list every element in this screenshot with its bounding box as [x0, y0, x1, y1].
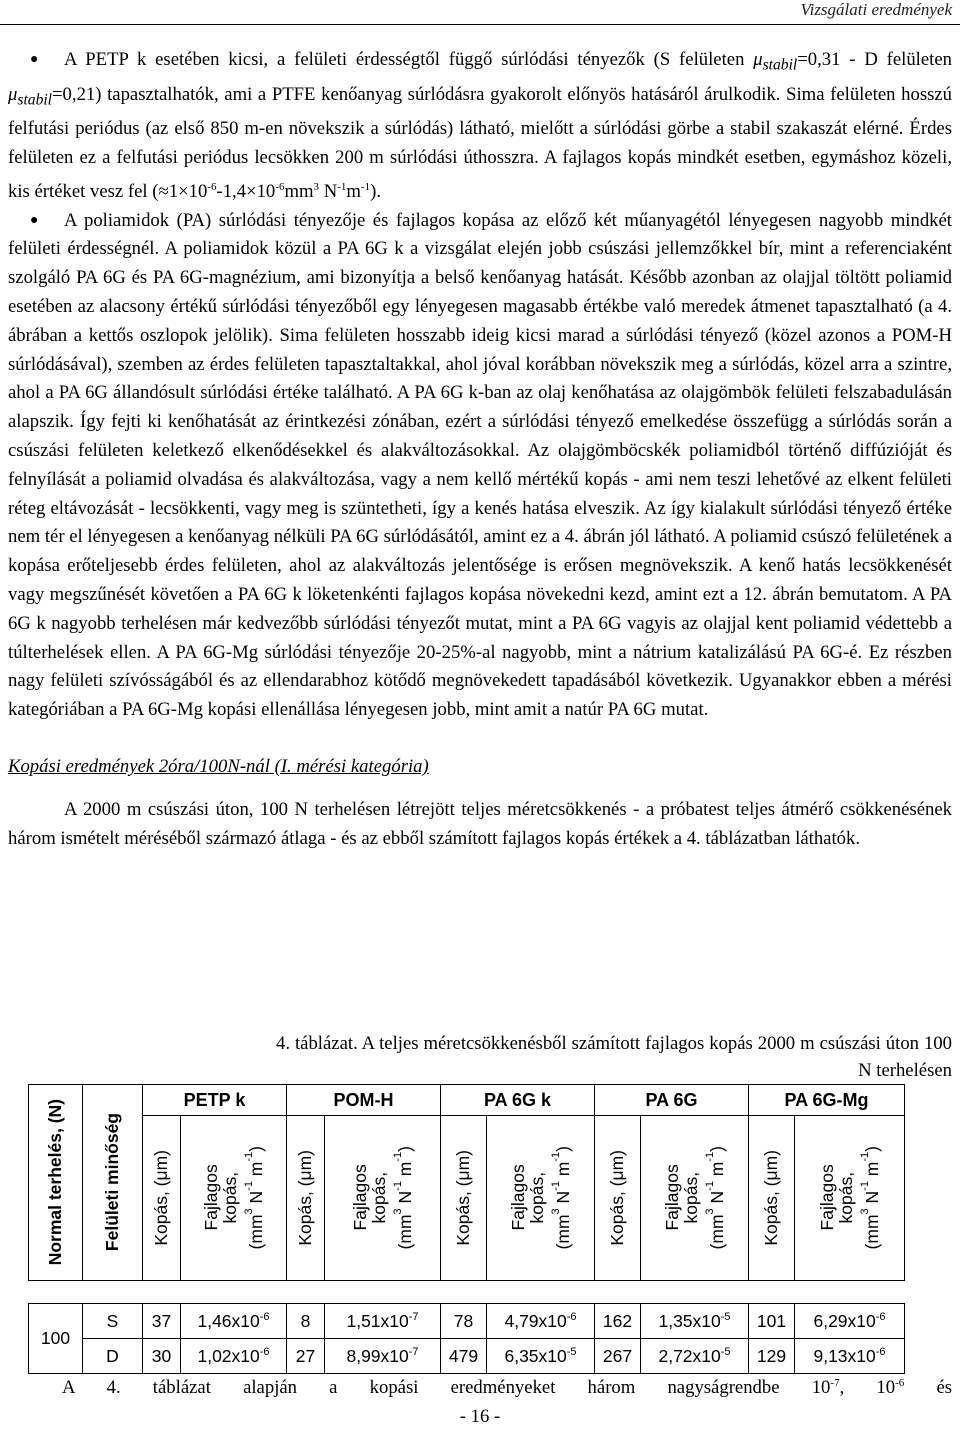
- wear-cell: 30: [143, 1339, 181, 1374]
- load-value: 100: [29, 1304, 83, 1374]
- header-load: Normal terhelés, (N): [29, 1085, 83, 1281]
- text-span: m: [346, 180, 361, 202]
- wear-table: [28, 1084, 905, 1374]
- specific-cell: $2,72x10^{-5}$: [641, 1339, 749, 1374]
- specific-cell: $1,46x10^{-6}$: [181, 1304, 287, 1339]
- specific-cell: $6,35x10^{-5}$: [487, 1339, 595, 1374]
- material-header: POM-H: [287, 1085, 441, 1116]
- header-surface: Felületi minőség: [83, 1085, 143, 1281]
- bullet-item-polyamide: [8, 207, 952, 725]
- wear-cell: 27: [287, 1339, 325, 1374]
- specific-cell: $8,99x10^{-7}$: [325, 1339, 441, 1374]
- material-header: PA 6G: [595, 1085, 749, 1116]
- header-rule: [0, 24, 960, 25]
- specific-cell: $1,51x10^{-7}$: [325, 1304, 441, 1339]
- wear-cell: 162: [595, 1304, 641, 1339]
- col-specific: Fajlagos kopás, ($mm^3$ $N^{-1}$ $m^{-1}$): [181, 1116, 287, 1281]
- text-span: N: [319, 180, 338, 202]
- material-header: PETP k: [143, 1085, 287, 1116]
- page-number: - 16 -: [459, 1406, 501, 1427]
- col-wear: Kopás, (μm): [287, 1116, 325, 1281]
- text-span: -1,4×10: [216, 180, 276, 202]
- mu-symbol: μ: [8, 83, 18, 105]
- superscript: 3: [313, 180, 320, 193]
- wear-cell: 479: [441, 1339, 487, 1374]
- specific-cell: $1,35x10^{-5}$: [641, 1304, 749, 1339]
- specific-cell: $4,79x10^{-6}$: [487, 1304, 595, 1339]
- surface-cell: D: [83, 1339, 143, 1374]
- after-table-text: A 4. táblázat alapján a kopási eredményeket három nagyságrendbe $10^{-7}$, $10^{-6}$ és: [62, 1377, 953, 1399]
- subscript: stabil: [17, 91, 53, 109]
- col-specific: Fajlagos kopás, ($mm^3$ $N^{-1}$ $m^{-1}$): [641, 1116, 749, 1281]
- superscript: -1: [337, 180, 347, 193]
- text-span: =0,31 - D felületen: [797, 49, 952, 70]
- col-wear: Kopás, (μm): [595, 1116, 641, 1281]
- col-specific: Fajlagos kopás, ($mm^3$ $N^{-1}$ $m^{-1}$): [487, 1116, 595, 1281]
- material-header: PA 6G k: [441, 1085, 595, 1116]
- wear-cell: 37: [143, 1304, 181, 1339]
- section-title: Kopási eredmények 2óra/100N-nál (I. mérési kategória): [8, 756, 429, 778]
- wear-cell: 267: [595, 1339, 641, 1374]
- specific-cell: $1,02x10^{-6}$: [181, 1339, 287, 1374]
- table-caption: 4. táblázat. A teljes méretcsökkenésből számított fajlagos kopás 2000 m csúszási úton 100 N terhelésen: [276, 1033, 952, 1081]
- col-specific: Fajlagos kopás, ($mm^3$ $N^{-1}$ $m^{-1}$): [795, 1116, 905, 1281]
- body-text: [8, 46, 952, 853]
- col-wear: Kopás, (μm): [441, 1116, 487, 1281]
- material-header: PA 6G-Mg: [749, 1085, 905, 1116]
- surface-cell: S: [83, 1304, 143, 1339]
- text-span: A PETP k esetében kicsi, a felületi érdességtől függő súrlódási tényezők (S felületen: [64, 49, 754, 70]
- subscript: stabil: [762, 56, 798, 74]
- text-span: A poliamidok (PA) súrlódási tényezője és fajlagos kopása az előző két műanyagétól lényegesen nagyobb mindkét felületi érdességnél. A poliamidok közül a PA 6G k a vizsgálat elején jobb csúszási jellemzőkkel bír, mint a referenciaként szolgáló PA 6G és PA 6G-magnézium, ami bizonyítja a belső kenőanyag hatását. Később azonban az olajjal töltött poliamid esetében az alacsony értékű súrlódási tényezőből egy lényegesen magasabb értékbe való meredek átmenet tapasztalható (a 4. ábrában a kettős oszlopok jelölik). Sima felületen hosszabb ideig kicsi marad a súrlódási tényező (közel azonos a POM-H súrlódásával), szemben az érdes felületen tapasztaltakkal, ahol jóval korábban növekszik meg a súrlódás, közel arra a szintre, ahol a PA 6G állandósult súrlódási értéke található. A PA 6G k-ban az olaj kenőhatása az olajgömbök felületi felszabadulásán alapszik. Így fejti ki kenőhatását az érintkezési zónában, ezért a súrlódási tényező emelkedése összefügg a súrlódás során a csúszási felületen keletkező elkenődésekkel és alakváltozásokkal. Az olajgömböcskék poliamidból történő diffúzióját és felnyílását a poliamid olvadása és alakváltozása, vagy a nem kellő mértékű kopás - ami nem teszi lehetővé az elkent felületi réteg eltávozását - lecsökkenti, vagy meg is szüntetheti, így a kenés hatása elveszik. Az így kialakult súrlódási tényező értéke nem tér el lényegesen a kenőanyag nélküli PA 6G súrlódásától, amint ez a 4. ábrán jól látható. A poliamid csúszó felületének a kopása erőteljesebb érdes felületen, ahol az alakváltozás jelentősége is erősen megnövekszik. A kenő hatás lecsökkenését vagy megszűnését követően a PA 6G k löketenkénti fajlagos kopása növekedni kezd, amint ezt a 12. ábrán bemutatom. A PA 6G k nagyobb terhelésen már kedvezőbb súrlódási tényezőt mutat, mint a PA 6G vagyis az olajjal kent poliamid védettebb a túlterhelések ellen. A PA 6G-Mg súrlódási tényezője 20-25%-al nagyobb, mint a nátrium katalizálású PA 6G-é. Ez részben nagy felületi szívósságából és az ellendarabhoz kötődő megnövekedett tapadásából következik. Ugyanakkor ebben a mérési kategóriában a PA 6G-Mg kopási ellenállása lényegesen jobb, mint amit a natúr PA 6G mutat.: [8, 209, 952, 721]
- bullet-icon: ●: [30, 212, 39, 228]
- text-span: mm: [284, 180, 314, 202]
- col-wear: Kopás, (μm): [749, 1116, 795, 1281]
- running-header: Vizsgálati eredmények: [800, 0, 952, 19]
- bullet-item-petp: [8, 46, 952, 207]
- wear-cell: 8: [287, 1304, 325, 1339]
- wear-cell: 78: [441, 1304, 487, 1339]
- mu-symbol: μ: [753, 49, 763, 70]
- text-span: =0,21) tapasztalhatók, ami a PTFE kenőanyag súrlódásra gyakorolt előnyös hatásáról árulkodik. Sima felületen hosszú felfutási periódus (az első 850 m-en növekszik a súrlódás) látható, mielőtt a súrlódási görbe a stabil szakaszát elérné. Érdes felületen ez a felfutási periódus lecsökken 200 m súrlódási úthosszra. A fajlagos kopás mindkét esetben, egymáshoz közeli, kis értéket vesz fel (≈1×10: [8, 83, 952, 202]
- intro-paragraph: A 2000 m csúszási úton, 100 N terhelésen létrejött teljes méretcsökkenés - a próbatest teljes átmérő csökkenésének három ismételt méréséből származó átlaga - és az ebből számított fajlagos kopás értékek a 4. táblázatban láthatók.: [8, 798, 952, 849]
- col-wear: Kopás, (μm): [143, 1116, 181, 1281]
- specific-cell: $6,29x10^{-6}$: [795, 1304, 905, 1339]
- wear-cell: 101: [749, 1304, 795, 1339]
- bullet-icon: ●: [30, 52, 39, 67]
- superscript: -6: [275, 180, 285, 193]
- col-specific: Fajlagos kopás, ($mm^3$ $N^{-1}$ $m^{-1}$): [325, 1116, 441, 1281]
- table-row: [29, 1339, 905, 1374]
- specific-cell: $9,13x10^{-6}$: [795, 1339, 905, 1374]
- table-row: [29, 1304, 905, 1339]
- superscript: -1: [360, 180, 371, 193]
- wear-cell: 129: [749, 1339, 795, 1374]
- text-span: ).: [370, 180, 381, 202]
- superscript: -6: [207, 180, 217, 193]
